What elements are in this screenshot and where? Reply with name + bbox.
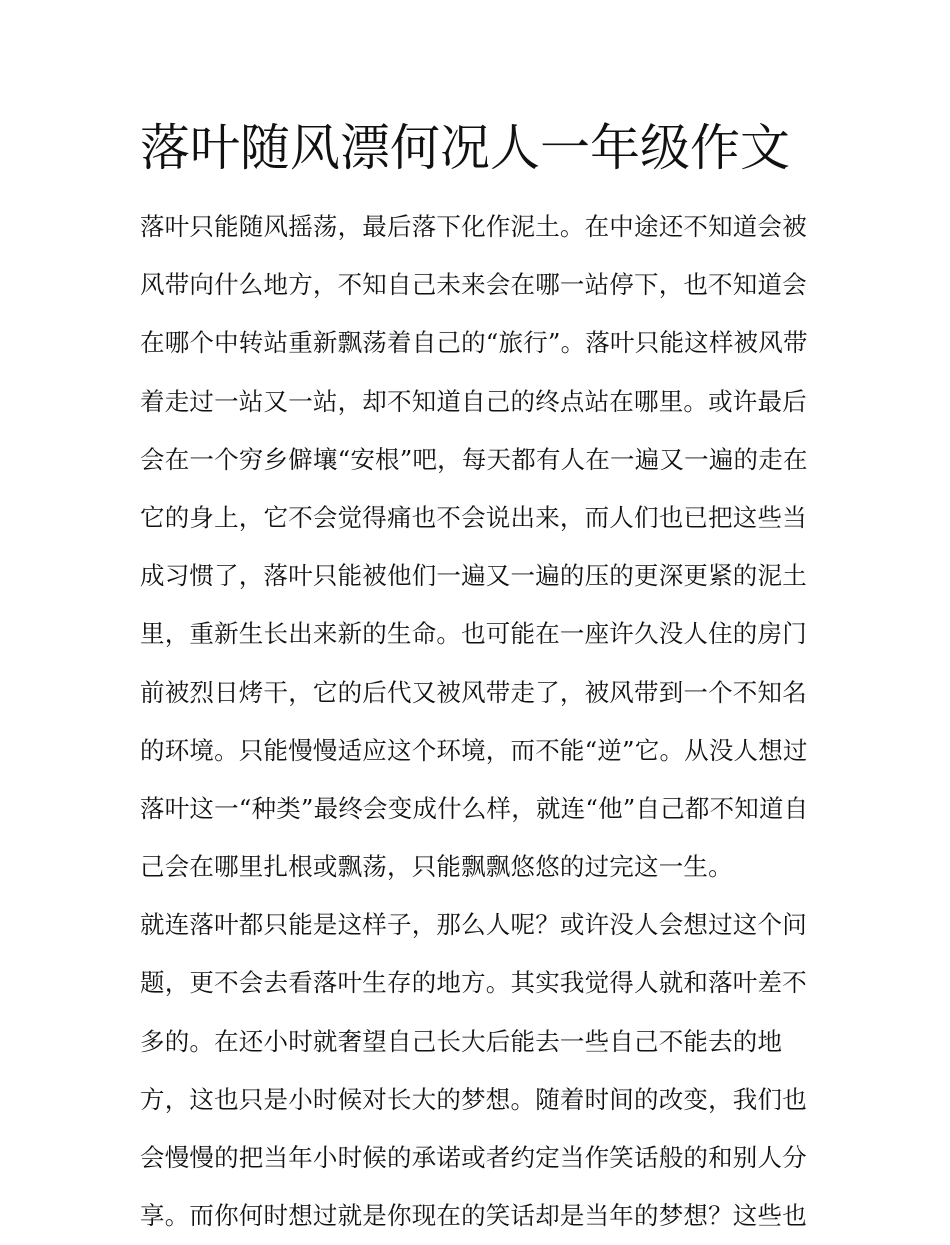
document-title: 落叶随风漂何况人一年级作文 xyxy=(140,119,790,177)
text-line: 就连落叶都只能是这样子，那么人呢？或许没人会想过这个问 xyxy=(140,910,807,940)
text-line: 落叶这一“种类”最终会变成什么样，就连“他”自己都不知道自 xyxy=(140,793,809,823)
text-line: 享。而你何时想过就是你现在的笑话却是当年的梦想？这些也 xyxy=(140,1201,807,1231)
text-line: 在哪个中转站重新飘荡着自己的“旅行”。落叶只能这样被风带 xyxy=(140,328,808,358)
text-line: 会慢慢的把当年小时候的承诺或者约定当作笑话般的和别人分 xyxy=(140,1143,807,1172)
text-line: 着走过一站又一站，却不知道自己的终点站在哪里。或许最后 xyxy=(140,386,807,416)
text-line: 前被烈日烤干，它的后代又被风带走了，被风带到一个不知名 xyxy=(140,677,807,707)
text-line: 成习惯了，落叶只能被他们一遍又一遍的压的更深更紧的泥土 xyxy=(140,561,807,591)
text-line: 它的身上，它不会觉得痛也不会说出来，而人们也已把这些当 xyxy=(140,502,807,532)
text-line: 风带向什么地方，不知自己未来会在哪一站停下，也不知道会 xyxy=(140,270,807,300)
text-line: 多的。在还小时就奢望自己长大后能去一些自己不能去的地 xyxy=(140,1026,783,1056)
text-line: 题，更不会去看落叶生存的地方。其实我觉得人就和落叶差不 xyxy=(140,968,807,998)
text-line: 的环境。只能慢慢适应这个环境，而不能“逆”它。从没人想过 xyxy=(140,735,808,765)
document-body xyxy=(140,198,820,1245)
text-line: 里，重新生长出来新的生命。也可能在一座许久没人住的房门 xyxy=(140,619,807,649)
text-line: 落叶只能随风摇荡，最后落下化作泥土。在中途还不知道会被 xyxy=(140,212,807,241)
text-line: 会在一个穷乡僻壤“安根”吧，每天都有人在一遍又一遍的走在 xyxy=(140,444,808,474)
text-line: 己会在哪里扎根或飘荡，只能飘飘悠悠的过完这一生。 xyxy=(140,852,733,882)
text-line: 方，这也只是小时候对长大的梦想。随着时间的改变，我们也 xyxy=(140,1084,807,1114)
